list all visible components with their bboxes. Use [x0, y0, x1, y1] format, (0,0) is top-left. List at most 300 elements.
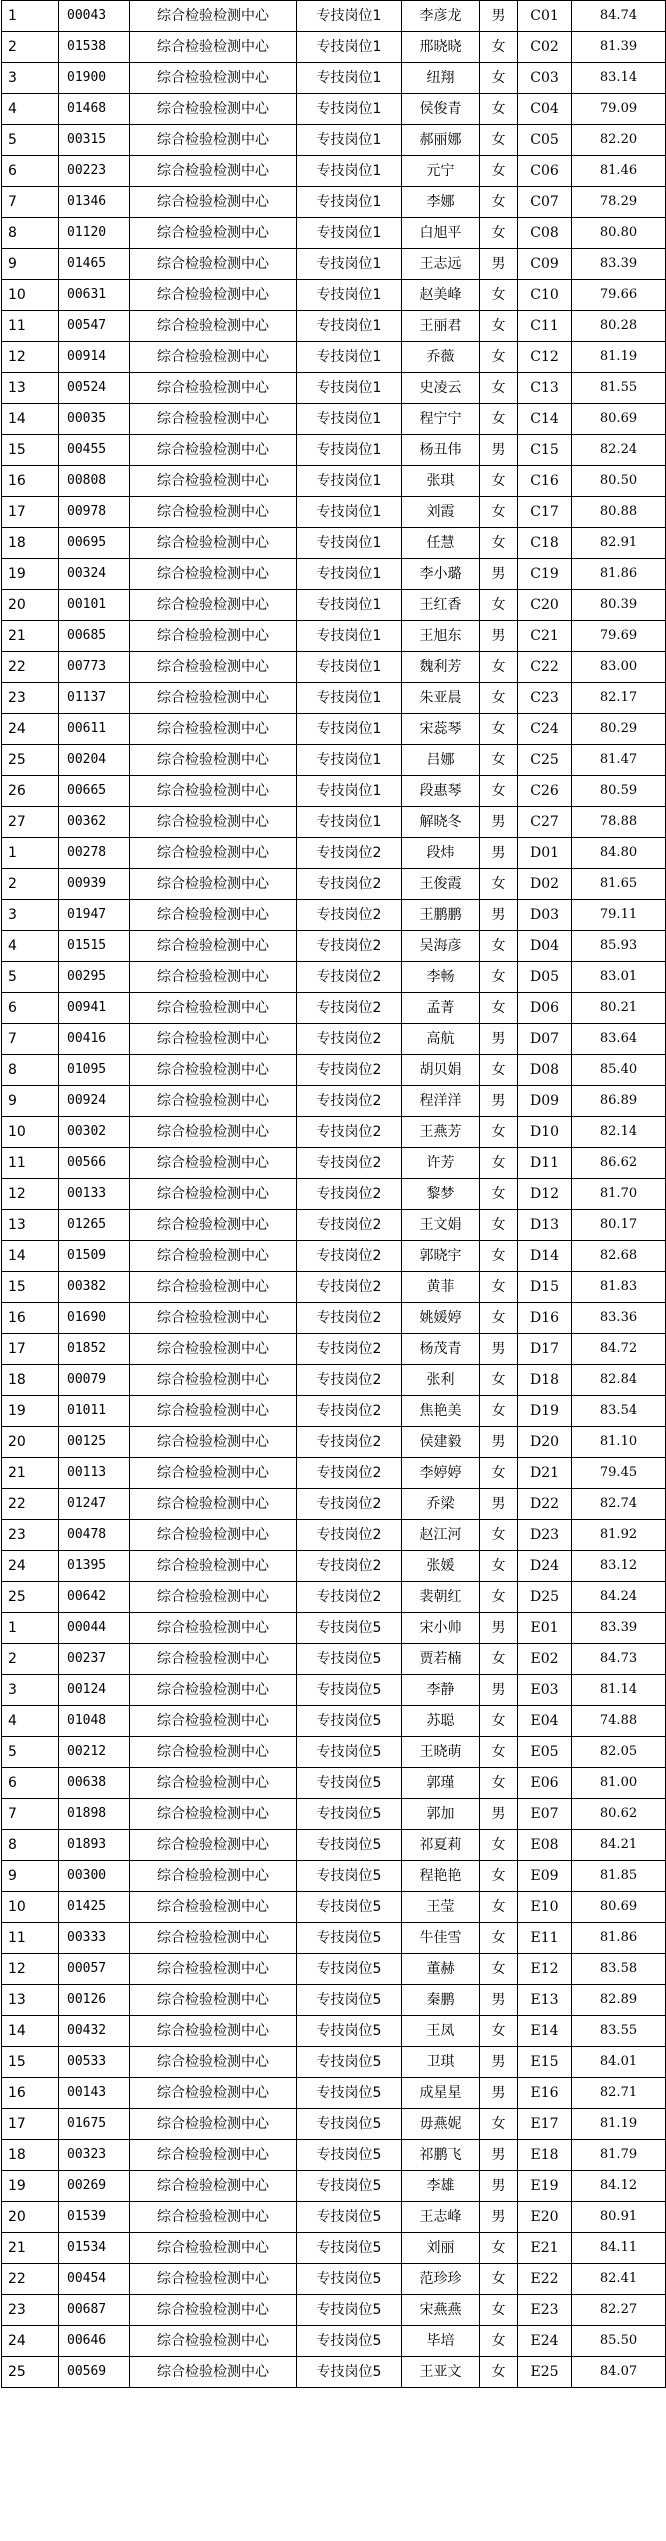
seat-cell: D12	[518, 1179, 572, 1210]
seat-cell: D14	[518, 1241, 572, 1272]
exam-id-cell: 01095	[59, 1055, 130, 1086]
seat-cell: C06	[518, 156, 572, 187]
exam-id-cell: 01538	[59, 32, 130, 63]
seq-cell: 2	[2, 32, 59, 63]
exam-id-cell: 00223	[59, 156, 130, 187]
table-row	[2, 63, 666, 94]
organization-cell: 综合检验检测中心	[130, 931, 297, 962]
exam-id-cell: 00324	[59, 559, 130, 590]
seq-cell: 17	[2, 1334, 59, 1365]
position-cell: 专技岗位2	[297, 1241, 402, 1272]
name-cell: 朱亚晨	[402, 683, 480, 714]
position-cell: 专技岗位5	[297, 1954, 402, 1985]
seq-cell: 10	[2, 1892, 59, 1923]
table-row	[2, 1675, 666, 1706]
seat-cell: C21	[518, 621, 572, 652]
position-cell: 专技岗位1	[297, 218, 402, 249]
table-row	[2, 2326, 666, 2357]
gender-cell: 女	[480, 714, 518, 745]
organization-cell: 综合检验检测中心	[130, 1427, 297, 1458]
seq-cell: 6	[2, 993, 59, 1024]
table-row	[2, 621, 666, 652]
organization-cell: 综合检验检测中心	[130, 2078, 297, 2109]
exam-id-cell: 01011	[59, 1396, 130, 1427]
score-cell: 81.19	[572, 342, 666, 373]
seq-cell: 16	[2, 1303, 59, 1334]
seq-cell: 14	[2, 1241, 59, 1272]
organization-cell: 综合检验检测中心	[130, 900, 297, 931]
exam-id-cell: 00044	[59, 1613, 130, 1644]
gender-cell: 女	[480, 218, 518, 249]
organization-cell: 综合检验检测中心	[130, 1706, 297, 1737]
seat-cell: D05	[518, 962, 572, 993]
gender-cell: 女	[480, 2295, 518, 2326]
exam-id-cell: 00269	[59, 2171, 130, 2202]
position-cell: 专技岗位1	[297, 683, 402, 714]
organization-cell: 综合检验检测中心	[130, 1613, 297, 1644]
gender-cell: 女	[480, 1117, 518, 1148]
score-cell: 83.64	[572, 1024, 666, 1055]
gender-cell: 女	[480, 1520, 518, 1551]
exam-id-cell: 01898	[59, 1799, 130, 1830]
exam-id-cell: 00079	[59, 1365, 130, 1396]
seat-cell: D06	[518, 993, 572, 1024]
organization-cell: 综合检验检测中心	[130, 807, 297, 838]
table-row	[2, 2078, 666, 2109]
score-cell: 74.88	[572, 1706, 666, 1737]
table-row	[2, 342, 666, 373]
name-cell: 祁夏莉	[402, 1830, 480, 1861]
name-cell: 高航	[402, 1024, 480, 1055]
gender-cell: 女	[480, 125, 518, 156]
table-row	[2, 218, 666, 249]
seq-cell: 12	[2, 1954, 59, 1985]
seat-cell: D11	[518, 1148, 572, 1179]
gender-cell: 女	[480, 2016, 518, 2047]
position-cell: 专技岗位5	[297, 1675, 402, 1706]
gender-cell: 女	[480, 1644, 518, 1675]
organization-cell: 综合检验检测中心	[130, 2326, 297, 2357]
score-cell: 84.12	[572, 2171, 666, 2202]
results-table	[1, 0, 666, 2388]
gender-cell: 女	[480, 962, 518, 993]
organization-cell: 综合检验检测中心	[130, 528, 297, 559]
name-cell: 张琪	[402, 466, 480, 497]
position-cell: 专技岗位1	[297, 94, 402, 125]
exam-id-cell: 00566	[59, 1148, 130, 1179]
score-cell: 81.70	[572, 1179, 666, 1210]
position-cell: 专技岗位2	[297, 1489, 402, 1520]
seat-cell: C01	[518, 1, 572, 32]
table-row	[2, 249, 666, 280]
seat-cell: E21	[518, 2233, 572, 2264]
name-cell: 李畅	[402, 962, 480, 993]
exam-id-cell: 00611	[59, 714, 130, 745]
table-row	[2, 1582, 666, 1613]
seq-cell: 20	[2, 2202, 59, 2233]
name-cell: 程艳艳	[402, 1861, 480, 1892]
gender-cell: 男	[480, 1985, 518, 2016]
score-cell: 79.66	[572, 280, 666, 311]
exam-id-cell: 00455	[59, 435, 130, 466]
position-cell: 专技岗位2	[297, 869, 402, 900]
seq-cell: 3	[2, 900, 59, 931]
position-cell: 专技岗位1	[297, 311, 402, 342]
table-row	[2, 1768, 666, 1799]
organization-cell: 综合检验检测中心	[130, 32, 297, 63]
seat-cell: C19	[518, 559, 572, 590]
name-cell: 黎梦	[402, 1179, 480, 1210]
exam-id-cell: 00808	[59, 466, 130, 497]
name-cell: 王鹏鹏	[402, 900, 480, 931]
gender-cell: 男	[480, 838, 518, 869]
gender-cell: 男	[480, 1334, 518, 1365]
gender-cell: 女	[480, 1055, 518, 1086]
table-row	[2, 962, 666, 993]
seat-cell: C22	[518, 652, 572, 683]
table-row	[2, 1210, 666, 1241]
seat-cell: D23	[518, 1520, 572, 1551]
gender-cell: 女	[480, 1582, 518, 1613]
exam-id-cell: 00533	[59, 2047, 130, 2078]
score-cell: 81.19	[572, 2109, 666, 2140]
exam-id-cell: 01893	[59, 1830, 130, 1861]
gender-cell: 女	[480, 2357, 518, 2388]
seat-cell: E05	[518, 1737, 572, 1768]
organization-cell: 综合检验检测中心	[130, 869, 297, 900]
table-row	[2, 1179, 666, 1210]
table-row	[2, 1613, 666, 1644]
position-cell: 专技岗位5	[297, 1613, 402, 1644]
name-cell: 王晓萌	[402, 1737, 480, 1768]
seq-cell: 17	[2, 2109, 59, 2140]
seat-cell: E09	[518, 1861, 572, 1892]
gender-cell: 女	[480, 931, 518, 962]
organization-cell: 综合检验检测中心	[130, 2140, 297, 2171]
gender-cell: 女	[480, 2109, 518, 2140]
position-cell: 专技岗位5	[297, 1768, 402, 1799]
seat-cell: D15	[518, 1272, 572, 1303]
organization-cell: 综合检验检测中心	[130, 373, 297, 404]
seq-cell: 5	[2, 1737, 59, 1768]
score-cell: 85.40	[572, 1055, 666, 1086]
gender-cell: 女	[480, 1954, 518, 1985]
exam-id-cell: 01947	[59, 900, 130, 931]
gender-cell: 女	[480, 1272, 518, 1303]
table-row	[2, 931, 666, 962]
exam-id-cell: 00569	[59, 2357, 130, 2388]
organization-cell: 综合检验检测中心	[130, 1923, 297, 1954]
organization-cell: 综合检验检测中心	[130, 1055, 297, 1086]
table-row	[2, 1520, 666, 1551]
name-cell: 焦艳美	[402, 1396, 480, 1427]
gender-cell: 男	[480, 2078, 518, 2109]
position-cell: 专技岗位5	[297, 2326, 402, 2357]
organization-cell: 综合检验检测中心	[130, 1303, 297, 1334]
name-cell: 纽翔	[402, 63, 480, 94]
seat-cell: E23	[518, 2295, 572, 2326]
table-row	[2, 807, 666, 838]
gender-cell: 男	[480, 1024, 518, 1055]
table-body	[2, 1, 666, 2388]
gender-cell: 男	[480, 1, 518, 32]
table-row	[2, 1365, 666, 1396]
gender-cell: 女	[480, 745, 518, 776]
seq-cell: 6	[2, 156, 59, 187]
seq-cell: 26	[2, 776, 59, 807]
seq-cell: 3	[2, 1675, 59, 1706]
exam-id-cell: 01048	[59, 1706, 130, 1737]
exam-id-cell: 01900	[59, 63, 130, 94]
position-cell: 专技岗位5	[297, 2171, 402, 2202]
score-cell: 81.39	[572, 32, 666, 63]
position-cell: 专技岗位2	[297, 1520, 402, 1551]
name-cell: 孟菁	[402, 993, 480, 1024]
position-cell: 专技岗位1	[297, 32, 402, 63]
score-cell: 80.62	[572, 1799, 666, 1830]
table-row	[2, 1706, 666, 1737]
gender-cell: 男	[480, 2140, 518, 2171]
seq-cell: 20	[2, 590, 59, 621]
table-row	[2, 1241, 666, 1272]
score-cell: 84.11	[572, 2233, 666, 2264]
gender-cell: 男	[480, 2047, 518, 2078]
table-row	[2, 1024, 666, 1055]
table-row	[2, 1551, 666, 1582]
name-cell: 张媛	[402, 1551, 480, 1582]
organization-cell: 综合检验检测中心	[130, 2171, 297, 2202]
name-cell: 程宁宁	[402, 404, 480, 435]
seq-cell: 24	[2, 2326, 59, 2357]
seat-cell: E06	[518, 1768, 572, 1799]
organization-cell: 综合检验检测中心	[130, 1582, 297, 1613]
position-cell: 专技岗位1	[297, 776, 402, 807]
organization-cell: 综合检验检测中心	[130, 2047, 297, 2078]
exam-id-cell: 00323	[59, 2140, 130, 2171]
gender-cell: 男	[480, 249, 518, 280]
organization-cell: 综合检验检测中心	[130, 1334, 297, 1365]
organization-cell: 综合检验检测中心	[130, 590, 297, 621]
organization-cell: 综合检验检测中心	[130, 1024, 297, 1055]
seq-cell: 13	[2, 1210, 59, 1241]
name-cell: 段炜	[402, 838, 480, 869]
table-row	[2, 1334, 666, 1365]
name-cell: 乔薇	[402, 342, 480, 373]
organization-cell: 综合检验检测中心	[130, 2357, 297, 2388]
seat-cell: D04	[518, 931, 572, 962]
seq-cell: 16	[2, 2078, 59, 2109]
position-cell: 专技岗位1	[297, 466, 402, 497]
gender-cell: 女	[480, 311, 518, 342]
table-row	[2, 559, 666, 590]
position-cell: 专技岗位5	[297, 2202, 402, 2233]
organization-cell: 综合检验检测中心	[130, 683, 297, 714]
position-cell: 专技岗位1	[297, 187, 402, 218]
organization-cell: 综合检验检测中心	[130, 249, 297, 280]
position-cell: 专技岗位2	[297, 1055, 402, 1086]
seat-cell: C10	[518, 280, 572, 311]
seq-cell: 9	[2, 249, 59, 280]
position-cell: 专技岗位5	[297, 2016, 402, 2047]
score-cell: 80.21	[572, 993, 666, 1024]
seq-cell: 11	[2, 1148, 59, 1179]
organization-cell: 综合检验检测中心	[130, 838, 297, 869]
gender-cell: 女	[480, 869, 518, 900]
seat-cell: C04	[518, 94, 572, 125]
exam-id-cell: 00204	[59, 745, 130, 776]
score-cell: 84.74	[572, 1, 666, 32]
seat-cell: C17	[518, 497, 572, 528]
seq-cell: 19	[2, 559, 59, 590]
seq-cell: 7	[2, 1024, 59, 1055]
table-row	[2, 2357, 666, 2388]
seq-cell: 2	[2, 1644, 59, 1675]
seat-cell: C24	[518, 714, 572, 745]
seat-cell: C07	[518, 187, 572, 218]
exam-id-cell: 00057	[59, 1954, 130, 1985]
exam-id-cell: 00043	[59, 1, 130, 32]
organization-cell: 综合检验检测中心	[130, 2016, 297, 2047]
table-row	[2, 94, 666, 125]
gender-cell: 男	[480, 2202, 518, 2233]
position-cell: 专技岗位2	[297, 1334, 402, 1365]
exam-id-cell: 00665	[59, 776, 130, 807]
organization-cell: 综合检验检测中心	[130, 94, 297, 125]
table-row	[2, 1396, 666, 1427]
seq-cell: 4	[2, 94, 59, 125]
score-cell: 85.50	[572, 2326, 666, 2357]
gender-cell: 女	[480, 1241, 518, 1272]
gender-cell: 女	[480, 342, 518, 373]
score-cell: 83.00	[572, 652, 666, 683]
seq-cell: 1	[2, 1, 59, 32]
position-cell: 专技岗位5	[297, 1861, 402, 1892]
name-cell: 赵江河	[402, 1520, 480, 1551]
seat-cell: E13	[518, 1985, 572, 2016]
seat-cell: D01	[518, 838, 572, 869]
name-cell: 程洋洋	[402, 1086, 480, 1117]
gender-cell: 女	[480, 993, 518, 1024]
seat-cell: E24	[518, 2326, 572, 2357]
seq-cell: 12	[2, 342, 59, 373]
gender-cell: 男	[480, 1613, 518, 1644]
seq-cell: 22	[2, 652, 59, 683]
position-cell: 专技岗位2	[297, 962, 402, 993]
gender-cell: 女	[480, 63, 518, 94]
exam-id-cell: 01346	[59, 187, 130, 218]
position-cell: 专技岗位2	[297, 993, 402, 1024]
organization-cell: 综合检验检测中心	[130, 125, 297, 156]
position-cell: 专技岗位2	[297, 1458, 402, 1489]
name-cell: 王旭东	[402, 621, 480, 652]
position-cell: 专技岗位1	[297, 559, 402, 590]
exam-id-cell: 00454	[59, 2264, 130, 2295]
organization-cell: 综合检验检测中心	[130, 1148, 297, 1179]
organization-cell: 综合检验检测中心	[130, 1086, 297, 1117]
seq-cell: 13	[2, 373, 59, 404]
exam-id-cell: 00638	[59, 1768, 130, 1799]
name-cell: 侯俊青	[402, 94, 480, 125]
seq-cell: 2	[2, 869, 59, 900]
score-cell: 81.83	[572, 1272, 666, 1303]
name-cell: 乔梁	[402, 1489, 480, 1520]
name-cell: 郭晓宇	[402, 1241, 480, 1272]
organization-cell: 综合检验检测中心	[130, 1489, 297, 1520]
score-cell: 79.11	[572, 900, 666, 931]
table-row	[2, 156, 666, 187]
table-row	[2, 373, 666, 404]
position-cell: 专技岗位1	[297, 621, 402, 652]
name-cell: 赵美峰	[402, 280, 480, 311]
score-cell: 80.29	[572, 714, 666, 745]
name-cell: 王红香	[402, 590, 480, 621]
gender-cell: 男	[480, 1427, 518, 1458]
table-row	[2, 714, 666, 745]
gender-cell: 女	[480, 2326, 518, 2357]
table-row	[2, 466, 666, 497]
position-cell: 专技岗位2	[297, 1210, 402, 1241]
exam-id-cell: 01465	[59, 249, 130, 280]
position-cell: 专技岗位2	[297, 1179, 402, 1210]
position-cell: 专技岗位5	[297, 1644, 402, 1675]
organization-cell: 综合检验检测中心	[130, 1396, 297, 1427]
score-cell: 81.86	[572, 1923, 666, 1954]
position-cell: 专技岗位1	[297, 745, 402, 776]
seq-cell: 1	[2, 838, 59, 869]
exam-id-cell: 01137	[59, 683, 130, 714]
organization-cell: 综合检验检测中心	[130, 1210, 297, 1241]
name-cell: 李娜	[402, 187, 480, 218]
exam-id-cell: 00212	[59, 1737, 130, 1768]
exam-id-cell: 00237	[59, 1644, 130, 1675]
position-cell: 专技岗位5	[297, 2047, 402, 2078]
name-cell: 宋小帅	[402, 1613, 480, 1644]
position-cell: 专技岗位1	[297, 1, 402, 32]
gender-cell: 女	[480, 1179, 518, 1210]
position-cell: 专技岗位5	[297, 1923, 402, 1954]
gender-cell: 女	[480, 280, 518, 311]
table-row	[2, 838, 666, 869]
seat-cell: C20	[518, 590, 572, 621]
organization-cell: 综合检验检测中心	[130, 218, 297, 249]
score-cell: 82.24	[572, 435, 666, 466]
seq-cell: 10	[2, 1117, 59, 1148]
gender-cell: 女	[480, 94, 518, 125]
gender-cell: 男	[480, 1489, 518, 1520]
gender-cell: 女	[480, 1303, 518, 1334]
score-cell: 80.80	[572, 218, 666, 249]
seat-cell: D25	[518, 1582, 572, 1613]
position-cell: 专技岗位2	[297, 1396, 402, 1427]
position-cell: 专技岗位1	[297, 373, 402, 404]
seat-cell: E02	[518, 1644, 572, 1675]
exam-id-cell: 00914	[59, 342, 130, 373]
seat-cell: D17	[518, 1334, 572, 1365]
table-row	[2, 776, 666, 807]
score-cell: 81.46	[572, 156, 666, 187]
table-row	[2, 1892, 666, 1923]
score-cell: 81.47	[572, 745, 666, 776]
organization-cell: 综合检验检测中心	[130, 1954, 297, 1985]
exam-id-cell: 01425	[59, 1892, 130, 1923]
organization-cell: 综合检验检测中心	[130, 156, 297, 187]
gender-cell: 女	[480, 2233, 518, 2264]
exam-id-cell: 01852	[59, 1334, 130, 1365]
seat-cell: C12	[518, 342, 572, 373]
exam-id-cell: 00315	[59, 125, 130, 156]
exam-id-cell: 00547	[59, 311, 130, 342]
organization-cell: 综合检验检测中心	[130, 1830, 297, 1861]
